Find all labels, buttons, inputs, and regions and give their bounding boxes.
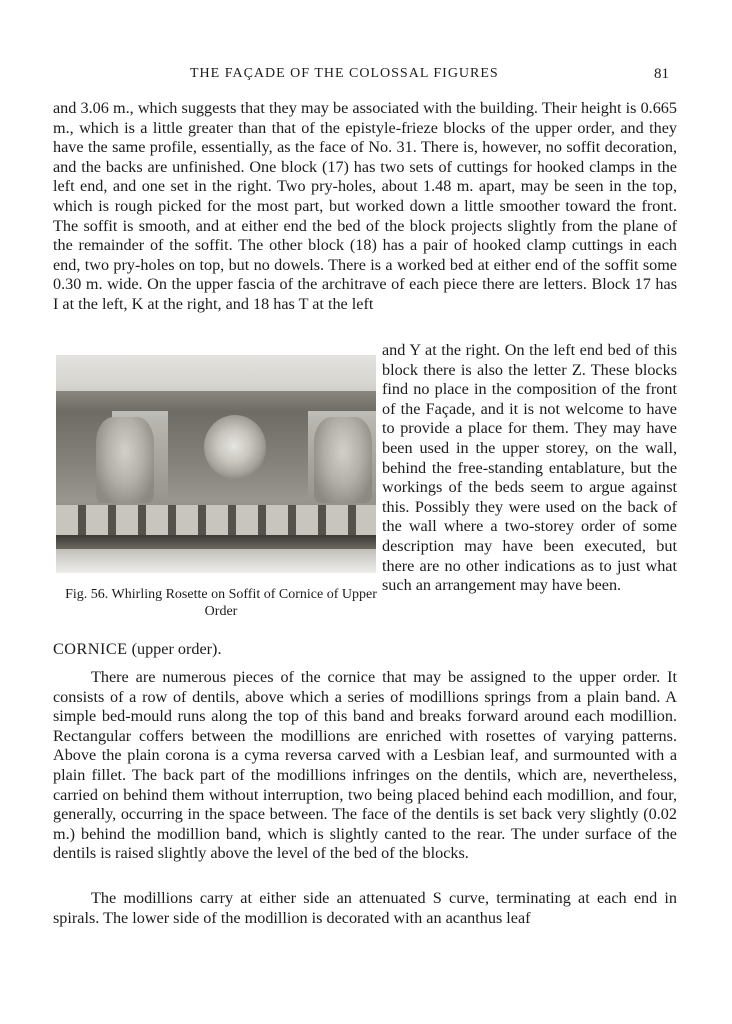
section-label: CORNICE — [53, 640, 128, 658]
paragraph-cornice-description: There are numerous pieces of the cornice that may be assigned to the upper order. It consists of a row of dentils, above which a series of modillions springs from a plain band. A simple bed-mould runs along the top of this band and breaks forward around each modillion. Rectangular coffers between the modillions are enriched with rosettes of varying patterns. Above the plain corona is a cyma reversa carved with a Lesbian leaf, and surmounted with a plain fillet. The back part of the modillions infringes on the dentils, which are, nevertheless, carried on behind them without interruption, two being placed behind each modillion, and four, generally, occurring in the space between. The face of the dentils is set back very slightly (0.02 m.) behind the modillion band, which is slightly canted to the rear. The under surface of the dentils is raised slightly above the level of the bed of the blocks. — [53, 668, 677, 863]
rosette-photograph — [56, 355, 376, 573]
paragraph-column-text: and Y at the right. On the left end bed of this block there is also the letter Z. These blocks find no place in the composition of the front of the Façade, and it is not welcome to have to provide a place for them. They may have been used in the upper storey, on the wall, behind the free-standing entablature, but the workings of the beds seem to argue against this. Possibly they were used on the back of the wall where a two-storey order of some description may have been executed, but there are no other indications as to just what such an arrangement may have been. — [382, 341, 677, 595]
whirling-rosette — [204, 415, 266, 479]
page-header — [0, 62, 732, 86]
acanthus-modillion-right — [314, 417, 372, 503]
paragraph-blocks-17-18: and 3.06 m., which suggests that they may be associated with the building. Their height is 0.665 m., which is a little greater than that of the epistyle-frieze blocks of the upper order, and they have the same profile, essentially, as the face of No. 31. There is, however, no soffit decoration, and the backs are unfinished. One block (17) has two sets of cuttings for hooked clamps in the left end, and one set in the right. Two pry-holes, about 1.48 m. apart, may be seen in the top, which is rough picked for the most part, but worked down a little smoother toward the front. The soffit is smooth, and at either end the bed of the block projects slightly from the plane of the remainder of the soffit. The other block (18) has a pair of hooked clamp cuttings in each end, two pry-holes on top, but no dowels. There is a worked bed at either end of the soffit some 0.30 m. wide. On the upper fascia of the architrave of each piece there are letters. Block 17 has I at the left, K at the right, and 18 has T at the left — [53, 99, 677, 313]
acanthus-modillion-left — [96, 417, 154, 503]
modillion-band — [56, 391, 376, 411]
cornice-base — [56, 535, 376, 549]
section-heading — [53, 640, 222, 659]
page-number: 81 — [654, 66, 669, 82]
dentil-row — [56, 505, 376, 535]
section-qualifier: (upper order). — [131, 640, 222, 658]
paragraph-modillions: The modillions carry at either side an attenuated S curve, terminating at each end in spirals. The lower side of the modillion is decorated with an acanthus leaf — [53, 889, 677, 927]
figure-caption: Fig. 56. Whirling Rosette on Soffit of Cornice of Upper Order — [65, 587, 377, 619]
running-head: THE FAÇADE OF THE COLOSSAL FIGURES — [190, 66, 499, 81]
